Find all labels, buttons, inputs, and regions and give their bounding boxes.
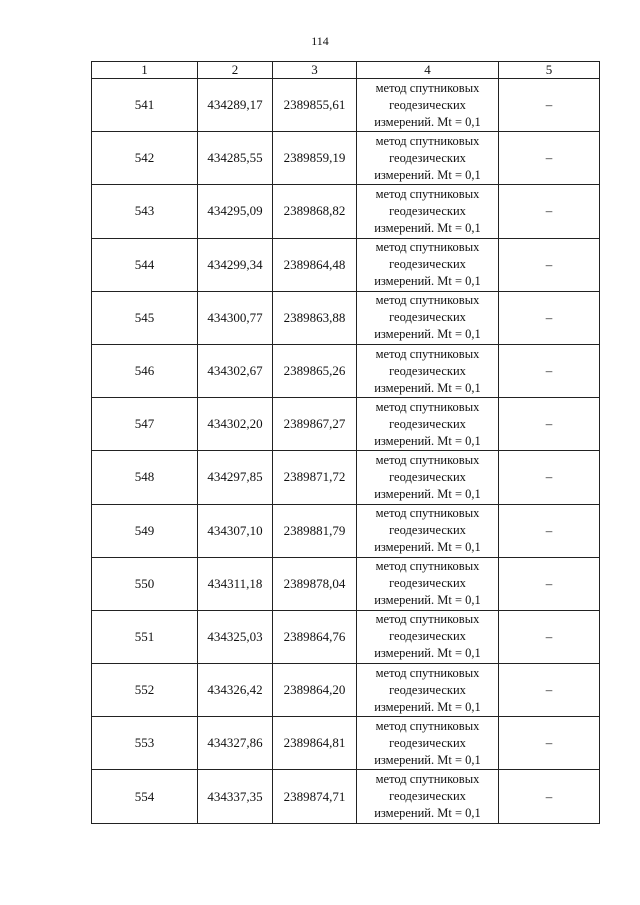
point-number-cell: 549: [92, 504, 198, 557]
table-row: [92, 185, 600, 238]
method-line: измерений. Mt = 0,1: [374, 220, 481, 235]
method-line: метод спутниковых: [375, 399, 480, 414]
note-cell: –: [499, 664, 600, 717]
method-cell: [357, 291, 499, 344]
note-cell: –: [499, 79, 600, 132]
note-cell: –: [499, 557, 600, 610]
method-line: геодезических: [389, 363, 466, 378]
y-coordinate-cell: 2389864,48: [273, 238, 357, 291]
y-coordinate-cell: 2389864,20: [273, 664, 357, 717]
point-number-cell: 544: [92, 238, 198, 291]
method-cell: [357, 238, 499, 291]
y-coordinate-cell: 2389863,88: [273, 291, 357, 344]
x-coordinate-cell: 434307,10: [198, 504, 273, 557]
method-cell: [357, 557, 499, 610]
y-coordinate-cell: 2389878,04: [273, 557, 357, 610]
point-number-cell: 550: [92, 557, 198, 610]
method-line: геодезических: [389, 97, 466, 112]
method-line: геодезических: [389, 257, 466, 272]
point-number-cell: 545: [92, 291, 198, 344]
method-line: метод спутниковых: [375, 718, 480, 733]
method-line: геодезических: [389, 469, 466, 484]
note-cell: –: [499, 717, 600, 770]
method-line: измерений. Mt = 0,1: [374, 699, 481, 714]
x-coordinate-cell: 434327,86: [198, 717, 273, 770]
table-row: [92, 557, 600, 610]
y-coordinate-cell: 2389867,27: [273, 398, 357, 451]
method-line: геодезических: [389, 789, 466, 804]
x-coordinate-cell: 434295,09: [198, 185, 273, 238]
y-coordinate-cell: 2389874,71: [273, 770, 357, 823]
method-line: метод спутниковых: [375, 346, 480, 361]
table-row: [92, 344, 600, 397]
x-coordinate-cell: 434326,42: [198, 664, 273, 717]
x-coordinate-cell: 434300,77: [198, 291, 273, 344]
coordinates-table: [91, 61, 600, 824]
x-coordinate-cell: 434302,20: [198, 398, 273, 451]
method-line: метод спутниковых: [375, 240, 480, 255]
y-coordinate-cell: 2389871,72: [273, 451, 357, 504]
point-number-cell: 542: [92, 132, 198, 185]
y-coordinate-cell: 2389868,82: [273, 185, 357, 238]
table-row: [92, 398, 600, 451]
column-header-5: 5: [499, 62, 600, 79]
method-line: измерений. Mt = 0,1: [374, 274, 481, 289]
method-line: измерений. Mt = 0,1: [374, 806, 481, 821]
table-row: [92, 238, 600, 291]
point-number-cell: 541: [92, 79, 198, 132]
method-line: метод спутниковых: [375, 772, 480, 787]
method-cell: [357, 79, 499, 132]
method-line: геодезических: [389, 310, 466, 325]
y-coordinate-cell: 2389881,79: [273, 504, 357, 557]
method-line: метод спутниковых: [375, 133, 480, 148]
method-cell: [357, 664, 499, 717]
method-cell: [357, 610, 499, 663]
y-coordinate-cell: 2389864,76: [273, 610, 357, 663]
method-line: метод спутниковых: [375, 452, 480, 467]
table-row: [92, 717, 600, 770]
note-cell: –: [499, 451, 600, 504]
y-coordinate-cell: 2389865,26: [273, 344, 357, 397]
x-coordinate-cell: 434299,34: [198, 238, 273, 291]
method-line: геодезических: [389, 150, 466, 165]
method-line: метод спутниковых: [375, 293, 480, 308]
method-line: измерений. Mt = 0,1: [374, 752, 481, 767]
note-cell: –: [499, 291, 600, 344]
method-line: геодезических: [389, 416, 466, 431]
method-line: измерений. Mt = 0,1: [374, 380, 481, 395]
method-line: измерений. Mt = 0,1: [374, 593, 481, 608]
method-line: метод спутниковых: [375, 612, 480, 627]
point-number-cell: 554: [92, 770, 198, 823]
method-line: метод спутниковых: [375, 559, 480, 574]
method-line: геодезических: [389, 203, 466, 218]
table-body: [92, 79, 600, 824]
table-row: [92, 291, 600, 344]
method-cell: [357, 770, 499, 823]
method-cell: [357, 717, 499, 770]
method-line: геодезических: [389, 735, 466, 750]
table-row: [92, 504, 600, 557]
y-coordinate-cell: 2389855,61: [273, 79, 357, 132]
note-cell: –: [499, 610, 600, 663]
method-line: измерений. Mt = 0,1: [374, 433, 481, 448]
method-line: измерений. Mt = 0,1: [374, 486, 481, 501]
point-number-cell: 552: [92, 664, 198, 717]
note-cell: –: [499, 132, 600, 185]
table-row: [92, 132, 600, 185]
note-cell: –: [499, 504, 600, 557]
table-row: [92, 610, 600, 663]
table-row: [92, 664, 600, 717]
method-line: метод спутниковых: [375, 506, 480, 521]
method-line: измерений. Mt = 0,1: [374, 327, 481, 342]
note-cell: –: [499, 770, 600, 823]
point-number-cell: 553: [92, 717, 198, 770]
point-number-cell: 543: [92, 185, 198, 238]
method-line: геодезических: [389, 682, 466, 697]
method-line: измерений. Mt = 0,1: [374, 646, 481, 661]
method-cell: [357, 185, 499, 238]
note-cell: –: [499, 398, 600, 451]
method-line: измерений. Mt = 0,1: [374, 167, 481, 182]
method-cell: [357, 344, 499, 397]
y-coordinate-cell: 2389864,81: [273, 717, 357, 770]
x-coordinate-cell: 434285,55: [198, 132, 273, 185]
method-cell: [357, 132, 499, 185]
method-cell: [357, 504, 499, 557]
note-cell: –: [499, 344, 600, 397]
column-header-1: 1: [92, 62, 198, 79]
x-coordinate-cell: 434289,17: [198, 79, 273, 132]
point-number-cell: 548: [92, 451, 198, 504]
x-coordinate-cell: 434297,85: [198, 451, 273, 504]
method-cell: [357, 398, 499, 451]
method-line: метод спутниковых: [375, 186, 480, 201]
page-number: 114: [311, 34, 329, 48]
table-row: [92, 770, 600, 823]
point-number-cell: 551: [92, 610, 198, 663]
point-number-cell: 547: [92, 398, 198, 451]
method-line: геодезических: [389, 576, 466, 591]
point-number-cell: 546: [92, 344, 198, 397]
x-coordinate-cell: 434325,03: [198, 610, 273, 663]
method-line: измерений. Mt = 0,1: [374, 114, 481, 129]
column-header-4: 4: [357, 62, 499, 79]
table-row: [92, 451, 600, 504]
method-line: измерений. Mt = 0,1: [374, 540, 481, 555]
x-coordinate-cell: 434302,67: [198, 344, 273, 397]
column-header-3: 3: [273, 62, 357, 79]
x-coordinate-cell: 434311,18: [198, 557, 273, 610]
method-line: метод спутниковых: [375, 80, 480, 95]
note-cell: –: [499, 185, 600, 238]
method-cell: [357, 451, 499, 504]
column-header-2: 2: [198, 62, 273, 79]
note-cell: –: [499, 238, 600, 291]
method-line: геодезических: [389, 629, 466, 644]
method-line: метод спутниковых: [375, 665, 480, 680]
table-row: [92, 79, 600, 132]
y-coordinate-cell: 2389859,19: [273, 132, 357, 185]
x-coordinate-cell: 434337,35: [198, 770, 273, 823]
header-row: [92, 62, 600, 79]
method-line: геодезических: [389, 523, 466, 538]
